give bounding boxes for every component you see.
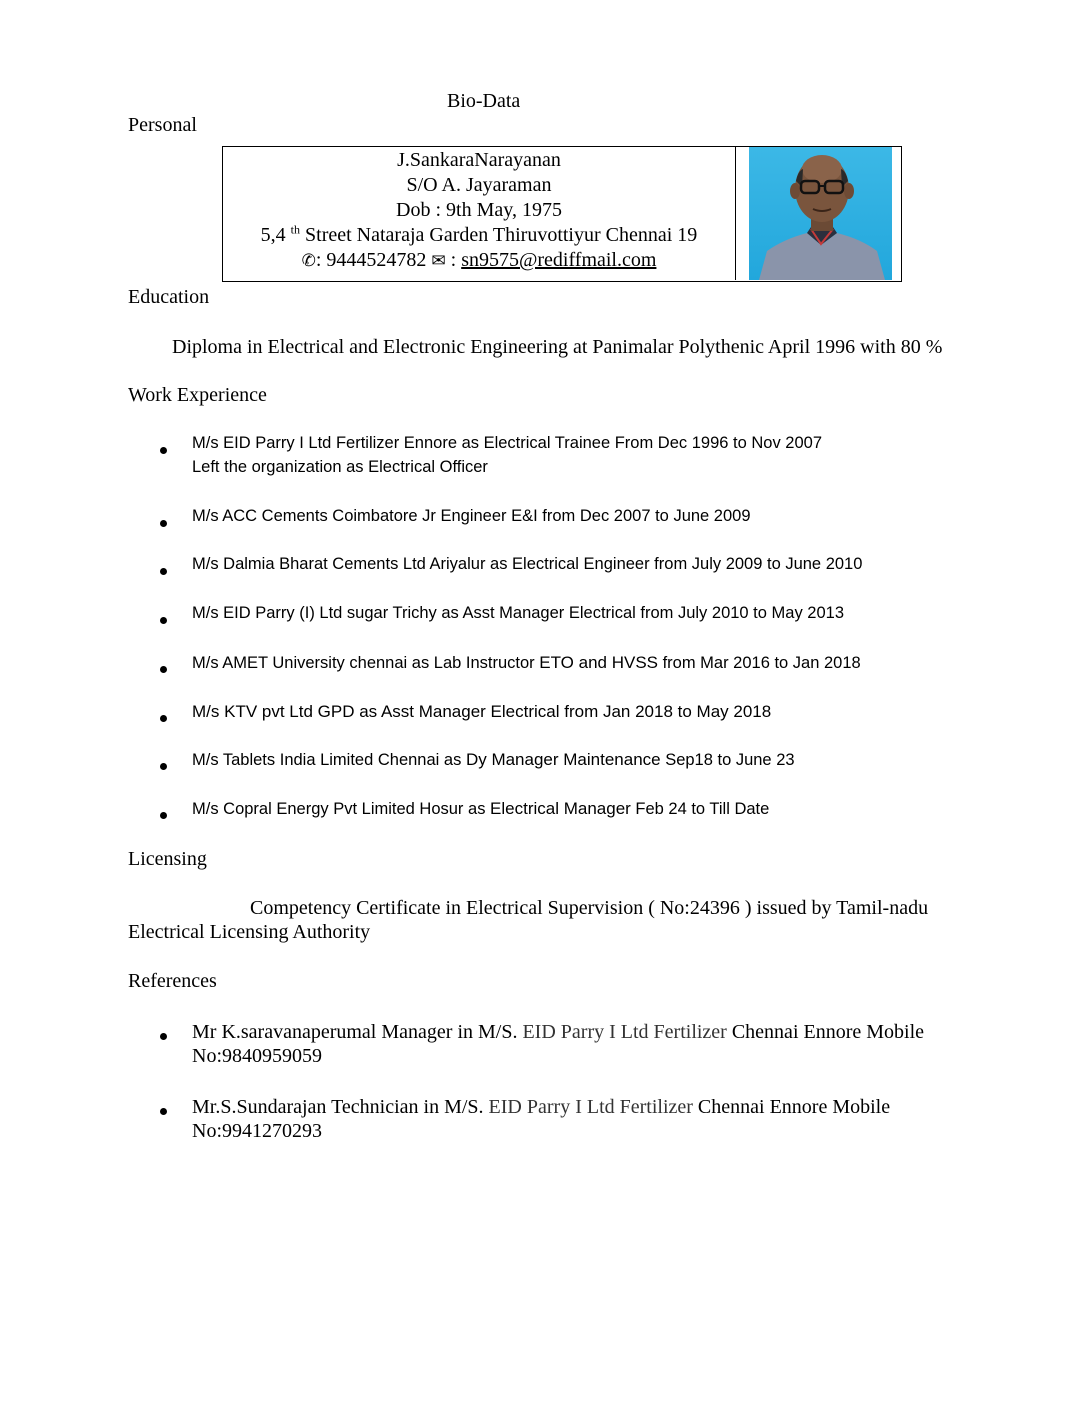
phone-icon: ✆ bbox=[301, 251, 316, 271]
work-item-8-highlight: Electrical Manager bbox=[490, 799, 631, 818]
bullet-icon bbox=[160, 812, 167, 819]
work-item-6: M/s KTV pvt Ltd GPD as Asst Manager Electrical from Jan 2018 to May 2018 bbox=[192, 702, 772, 721]
reference-2-company: EID Parry I Ltd Fertilizer bbox=[488, 1096, 698, 1118]
personal-box bbox=[222, 146, 902, 282]
email-icon: ✉ bbox=[431, 251, 446, 271]
reference-2-location: Chennai Ennore Mobile bbox=[697, 1096, 891, 1118]
person-contact bbox=[223, 248, 735, 274]
work-item-1-note: Left the organization as Electrical Officer bbox=[192, 458, 488, 476]
licensing-line-1: Competency Certificate in Electrical Supervision ( No:24396 ) issued by Tamil-nadu bbox=[250, 897, 929, 919]
section-heading-work: Work Experience bbox=[128, 384, 267, 406]
section-heading-licensing: Licensing bbox=[128, 848, 207, 870]
work-item-7-text: M/s Tablets India Limited Chennai as bbox=[192, 751, 466, 769]
reference-1-name: Mr K.saravanaperumal Manager in M/S. bbox=[192, 1021, 523, 1043]
bullet-icon bbox=[160, 666, 167, 673]
address-number: 5,4 bbox=[260, 224, 286, 246]
work-item-1: M/s EID Parry I Ltd Fertilizer Ennore as Electrical Trainee From Dec 1996 to Nov 2007 bbox=[192, 434, 822, 452]
work-item-2: M/s ACC Cements Coimbatore Jr Engineer E&I from Dec 2007 to June 2009 bbox=[192, 507, 751, 525]
work-item-5-text: M/s AMET University chennai as Lab Instructor bbox=[192, 654, 540, 672]
bullet-icon bbox=[160, 520, 167, 527]
address-suffix: th bbox=[290, 222, 301, 237]
licensing-line-2: Electrical Licensing Authority bbox=[128, 921, 371, 943]
person-dob: Dob : 9th May, 1975 bbox=[396, 199, 562, 221]
profile-photo-image bbox=[749, 147, 892, 280]
reference-1-mobile: No:9840959059 bbox=[192, 1045, 322, 1067]
section-heading-education: Education bbox=[128, 286, 210, 308]
section-heading-references: References bbox=[128, 970, 217, 992]
work-item-7-dates: Sep18 to June 23 bbox=[660, 751, 795, 769]
work-item-5-dates: from Mar 2016 to Jan 2018 bbox=[658, 654, 861, 672]
reference-2 bbox=[192, 1096, 890, 1119]
bullet-icon bbox=[160, 1108, 167, 1115]
bullet-icon bbox=[160, 763, 167, 770]
work-item-7 bbox=[192, 750, 795, 770]
profile-photo bbox=[749, 147, 892, 280]
address-street: Street Nataraja Garden Thiruvottiyur Chennai 19 bbox=[305, 224, 698, 246]
work-item-8-dates: Feb 24 to Till Date bbox=[630, 800, 770, 818]
bullet-icon bbox=[160, 617, 167, 624]
bullet-icon bbox=[160, 568, 167, 575]
work-item-7-highlight: Dy Manager Maintenance bbox=[465, 750, 661, 769]
reference-1-location: Chennai Ennore Mobile bbox=[731, 1021, 925, 1043]
work-item-5-highlight: ETO and HVSS bbox=[539, 653, 658, 672]
reference-2-mobile: No:9941270293 bbox=[192, 1120, 322, 1142]
work-item-8-text: M/s Copral Energy Pvt Limited Hosur as bbox=[192, 800, 491, 818]
work-item-8 bbox=[192, 799, 769, 819]
work-item-4: M/s EID Parry (I) Ltd sugar Trichy as Asst Manager Electrical from July 2010 to May 2013 bbox=[192, 604, 844, 622]
bullet-icon bbox=[160, 447, 167, 454]
reference-1 bbox=[192, 1021, 924, 1044]
bullet-icon bbox=[160, 715, 167, 722]
reference-2-name: Mr.S.Sundarajan Technician in M/S. bbox=[192, 1096, 489, 1118]
email-link[interactable]: sn9575@rediffmail.com bbox=[461, 249, 657, 271]
person-father: S/O A. Jayaraman bbox=[406, 174, 552, 196]
person-name: J.SankaraNarayanan bbox=[397, 149, 561, 171]
page-title: Bio-Data bbox=[447, 90, 521, 112]
section-heading-personal: Personal bbox=[128, 114, 197, 136]
email-separator: : bbox=[445, 249, 457, 271]
person-address bbox=[223, 223, 735, 248]
phone-number: : 9444524782 bbox=[315, 249, 427, 271]
work-item-3: M/s Dalmia Bharat Cements Ltd Ariyalur as Electrical Engineer from July 2009 to June 2010 bbox=[192, 555, 863, 573]
personal-info bbox=[223, 147, 736, 280]
education-text: Diploma in Electrical and Electronic Engineering at Panimalar Polythenic April 1996 with 80 % bbox=[172, 336, 943, 358]
bullet-icon bbox=[160, 1033, 167, 1040]
reference-1-company: EID Parry I Ltd Fertilizer bbox=[522, 1021, 732, 1043]
work-item-5 bbox=[192, 653, 861, 673]
